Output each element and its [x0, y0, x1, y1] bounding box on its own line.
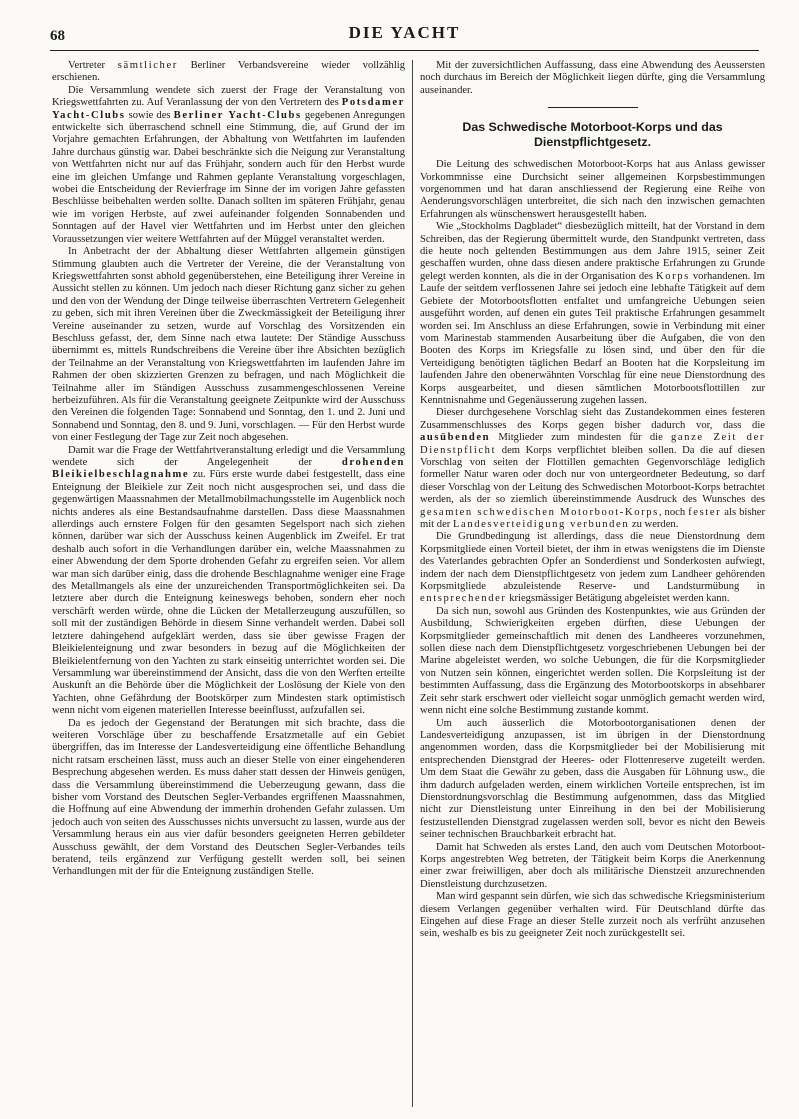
emphasized-text: gesamten schwedischen Motorboot-Korps	[420, 506, 659, 518]
emphasized-text: entsprechender	[420, 593, 507, 605]
emphasized-text: ausübenden	[420, 432, 491, 444]
text-run: zu werden.	[629, 519, 679, 530]
text-run: Die Grundbedingung ist allerdings, dass die neue Dienstordnung dem Korpsmitgliede einen Vorteil bietet, der ihm in etwas wenigstens die im Dienste des Vaterlandes gebrachten Opfer an Sonderdienst und Sonderkosten aufwiegt, indem der nach dem Dienstpflichtgesetz von jedem zum Landheer gehörenden Korpsmitgliede abzuleistende Reserve- und Landsturmübung in	[420, 531, 765, 593]
paragraph	[420, 718, 765, 842]
emphasized-text: Landesverteidigung verbunden	[452, 519, 630, 530]
article-separator	[548, 107, 638, 108]
text-run: Um auch äusserlich die Motorbootorganisationen denen der Landesverteidigung anzupassen, ist im übrigen in der Dienstordnung angenommen worden, dass die Korpsmitglieder bei der Mobilisierung mit entsprechenden Dienstgrad der Heeres- oder Flottenreserve zugeteilt werden. Um dem Staat die Gewähr zu geben, dass die Ausgaben für Löhnung usw., die ihm dadurch aufgeladen werden, einem wirklichen Vorteile entsprechen, ist im Dienstordnungsvorschlag die Bestimmung aufgenommen, dass das Mitglied nicht zur Dienstleistung unter Einreihung in den bei der Mobilisierung festzustellenden Dienstgrad zugelassen werden soll, bevor es nicht den Beweis seiner technischen Brauchbarkeit erbracht hat.	[420, 717, 765, 841]
page-number: 68	[50, 28, 65, 44]
right-column	[420, 60, 765, 941]
emphasized-text: fester	[688, 506, 722, 518]
text-run: Mitglieder zum mindesten für die	[490, 432, 671, 444]
text-run: Wie „Stockholms Dagbladet“ diesbezüglich mitteilt, hat der Vorstand in dem Schreiben, das der Regierung übermittelt wurde, den Standpunkt vertreten, dass die heute noch geltenden Bestimmungen aus dem Jahre 1915, seiner Zeit geschaffen wurden, ohne dass diesen andere praktische Erfahrungen zu Grunde gelegt werden konnten, als die in der Organisation des	[420, 221, 765, 282]
paragraph	[52, 85, 405, 246]
emphasized-text: Korps	[655, 270, 690, 282]
text-run: Die Leitung des schwedischen Motorboot-Korps hat aus Anlass gewisser Vorkommnisse eine Durchsicht seiner allgemeinen Korpsbestimmungen vorgenommen und hat daran anschliessend der Regierung eine Reihe von Aenderungsvorschlägen unterbreitet, die sich nach den inzwischen gemachten Erfahrungen als wünschenswert herausgestellt haben.	[420, 159, 765, 220]
emphasized-text: sämtlicher	[117, 60, 178, 71]
text-run: sowie des	[125, 109, 174, 121]
text-run: gegebenen Anregungen entwickelte sich überraschend schnell eine Stimmung, die, auf Grund der im Vorjahre gemachten Erfahrungen, der Abhaltung von Wettfahrten im laufenden Jahre durchaus günstig war. Dabei beschränkte sich die Neigung zur Veranstaltung von Wettfahrten nicht nur auf das Frühjahr, sondern auch für den Herbst wurde eine im gleichen Umfange und Rahmen geplante Veranstaltung vorgeschlagen, wobei die Entscheidung der Revierfrage im Sinne der im vorigen Jahre gefassten Beschlüsse beibehalten werden sollte. Danach sollten im späteren Frühjahr, genau wie im vorigen Herbste, auf zwei aufeinander folgenden Sonnabenden und Sonntagen auf der Havel vier Wettfahrten und im Herbst unter den gleichen Voraussetzungen vier weitere Wettfahrten auf der Müggel veranstaltet werden.	[52, 109, 406, 245]
text-run: Vertreter	[68, 60, 118, 71]
header-rule	[50, 50, 759, 51]
paragraph	[420, 606, 765, 718]
paragraph	[52, 246, 405, 445]
paragraph	[52, 718, 405, 879]
paragraph	[420, 407, 765, 531]
text-run: Da sich nun, sowohl aus Gründen des Kostenpunktes, wie aus Gründen der Ausbildung, Schwierigkeiten ergeben dürften, diese Uebungen der Korpsmitglieder gemeinschaftlich mit denen des Landheeres vorzunehmen, sollen diese nach dem Dienstpflichtgesetz vorgeschriebenen Uebungen bei der Marine abgeleistet werden, wo solche Uebungen, die für die Korpsmitglieder von Nutzen sein können, eingerichtet werden sollen. Die Korpsleitung ist der bestimmten Auffassung, dass die Ergänzung des Motorbootskorps in absehbarer Zeit sehr stark erschwert oder vielleicht sogar unmöglich gemacht werden wird, wenn nicht eine solche Bestimmung zustande kommt.	[420, 605, 765, 717]
text-run: Damit war die Frage der Wettfahrtveranstaltung erledigt und die Versammlung wendete sich der Angelegenheit der	[52, 444, 405, 468]
text-run: Damit hat Schweden als erstes Land, den auch vom Deutschen Motorboot-Korps angestrebten Weg betreten, der Tätigkeit beim Korps die Anerkennung einer zwar freiwilligen, aber doch als militärische Dienstzeit anzurechnenden Dienstleistung durchzusetzen.	[420, 841, 765, 890]
emphasized-text: drohenden Bleikielbeschlagnahme	[52, 457, 405, 481]
text-run: In Anbetracht der der Abhaltung dieser Wettfahrten allgemein günstigen Stimmung glaubten auch die Vertreter der Vereine, die der Veranstaltung von Kriegswettfahrten sonst abhold gegenüberstehen, eine Beteiligung ihrer Vereine in Aussicht stellen zu können. Um jedoch nach dieser Richtung ganz sicher zu gehen und den von der Wendung der Dinge teilweise überraschten Vertretern Gelegenheit zu geben, sich mit ihren Vereinen über die Zweckmässigkeit der Beteiligung ihrer Vereine auseinander zu setzen, wurde auf Vorschlag des Vorsitzenden ein Beschluss gefasst, der, dem Sinne nach etwa lautete: Der Ständige Ausschuss übernimmt es, mittels Rundschreibens die Vereine über ihre Absichten bezüglich der Teilnahme an der Veranstaltung von Kriegswettfahrten im laufenden Jahre im Rahmen der oben skizzierten Grenzen zu befragen, und nach Möglichkeit die Teilnahme aller im Ständigen Ausschuss zusammengeschlossenen Vereine herbeizuführen. Als für die Veranstaltung geeignete Zeitpunkte wird der Ausschuss den Vereinen die folgenden Tage: Sonnabend und Sonntag, den 1. und 2. Juni und Sonnabend und Sonntag, den 8. und 9. Juni, vorschlagen. — Für den Herbst wurde von einer Festlegung der Tage zur Zeit noch abgesehen.	[52, 246, 405, 444]
text-run: vorhandenen. Im Laufe der seitdem verflossenen Jahre sei jedoch eine lebhafte Tätigkeit auf dem Gebiete der Motorbootsflotten entfaltet und umfangreiche Uebungen seien ausgeführt worden, auf denen ein gutes Teil praktische Erfahrungen gesammelt worden sei. Im Anschluss an diese Erfahrungen, sowie in Verbindung mit einer vom Marinestab stammenden Ausarbeitung über die Aufgaben, die von den Booten des Korps im Kriegsfalle zu lösen sind, und über den für die Verteidigung benötigten täglichen Bedarf an Booten hat die Korpsleitung im laufenden Jahre den obenerwähnten Vorschlag für eine neue Dienstordnung des Korps ausgearbeitet, und diesen sämtlichen Motorbootsflottillen zur Kenntnisnahme und Gegenäusserung zugehen lassen.	[420, 270, 765, 406]
paragraph	[420, 531, 765, 605]
article-body	[420, 159, 765, 941]
text-run: Da es jedoch der Gegenstand der Beratungen mit sich brachte, dass die weiteren Vorschläge über zu beschaffende Ersatzmetalle auf ein Gebiet übergriffen, das im Interesse der Landesverteidigung eine öffentliche Behandlung nicht ratsam erscheinen lässt, muss auch an dieser Stelle von einer eingehenderen Besprechung abgesehen werden. Es muss daher statt dessen der Hinweis genügen, dass die Versammlung übereinstimmend die Ueberzeugung gewann, dass die bisher vom Vorstand des Deutschen Segler-Verbandes ergriffenen Maassnahmen, die Hoffnung auf eine Abwendung der immerhin drohenden Gefahr zulassen. Um jedoch auch von seiten des Ausschusses nichts unversucht zu lassen, wurde aus der Versammlung heraus ein aus vier dafür besonders geeigneten Herren gebildeter Ausschuss gewählt, der dem Vorstand des Deutschen Segler-Verbandes teils beratend, teils ergänzend zur Verfügung gestellt werden soll, bei seinen Verhandlungen mit der für die Enteignung zuständigen Stelle.	[52, 717, 405, 878]
emphasized-text: ganze Zeit der Dienstpflicht	[420, 432, 766, 456]
carryover-paragraph: Mit der zuversichtlichen Auffassung, dass eine Abwendung des Aeussersten noch durchaus im Bereich der Möglichkeit liegen dürfte, ging die Versammlung auseinander.	[420, 60, 765, 96]
text-run: als bisher mit der	[420, 506, 765, 530]
text-run: kriegsmässiger Betätigung abgeleistet werden kann.	[506, 593, 730, 605]
text-run: Dieser durchgesehene Vorschlag sieht das Zustandekommen eines festeren Zusammenschlusses des Korps gegen bisher dadurch vor, dass die	[420, 407, 765, 431]
text-run: dem Korps verpflichtet bleiben sollen. Da die auf diesen Vorschlag von seiten der Flottillen gemachten Gegenvorschläge lediglich formeller Natur waren oder doch nur von untergeordneter Bedeutung, so darf dieser Vorschlag von der Leitung des Schwedischen Motorboot-Korps betrachtet werden, als der so ziemlich übereinstimmende Ausdruck des Wunsches des	[420, 444, 765, 506]
paragraph	[420, 159, 765, 221]
emphasized-text: Potsdamer Yacht-Clubs	[52, 97, 405, 121]
article-title: Das Schwedische Motorboot-Korps und das Dienstpflichtgesetz.	[462, 120, 723, 150]
page-header	[50, 20, 759, 48]
paragraph	[52, 60, 405, 85]
paragraph	[52, 445, 405, 718]
text-run: Man wird gespannt sein dürfen, wie sich das schwedische Kriegsministerium diesem Verlangen gegenüber verhalten wird. Für Deutschland dürfte das Eingehen auf diese Frage an dieser Stelle zurzeit noch als verfrüht anzusehen sein, weshalb es bis zu geeigneter Zeit noch zurückgestellt sei.	[420, 891, 765, 940]
text-run: Berliner Verbandsvereine wieder vollzählig erschienen.	[52, 60, 406, 84]
paragraph	[420, 842, 765, 892]
emphasized-text: Berliner Yacht-Clubs	[173, 109, 302, 121]
text-run: zu. Fürs erste wurde dabei festgestellt, dass eine Enteignung der Bleikiele zur Zeit noch nicht ausgesprochen sei, und dass die gegenwärtigen Maassnahmen der Metallmobilmachungsstelle im Augenblick noch nichts anderes als eine Bestandsaufnahme darstellen. Dass diese Maassnahmen allerdings auch ernstere Folgen für den gesamten Segelsport nach sich ziehen können, darüber war sich der Ausschuss keinen Augenblick im Zweifel. Er trat deshalb auch sofort in die Verhandlungen darüber ein, welche Maassnahmen zu einer Abwendung der dem Sporte drohenden Gefahr zu ergreifen seien. Vor allem war man sich darüber einig, dass die drohende Beschlagnahme weniger eine Frage des Metallmangels als eine der unzureichenden Transportmöglichkeiten sei. Da letztere aber durch die Enteignung keineswegs behoben, sondern eher noch verschärft werden würde, ohne die Lücken der Metallerzeugung auszufüllen, so soll mit der zuständigen Behörde in diesem Sinne verhandelt werden. Dabei soll letztere dahingehend aufgeklärt werden, dass sie über gewisse Fragen der Bleikielenteignung und zwar besonders in bezug auf die Möglichkeiten der Bleikielentfernung von den Yachten zu stark einseitig unterrichtet worden sei. Die Versammlung war übereinstimmend der Ansicht, dass die von den Werften erteilte Auskunft an die Behörde über die Möglichkeit der Loslösung der Kiele von den Yachten, ohne Gefährdung der Bootskörper zum Mindesten stark optimistisch wenn nicht vom eigenen materiellen Interesse beeinflusst, aufzufallen sei.	[52, 469, 405, 717]
text-run: Die Versammlung wendete sich zuerst der Frage der Veranstaltung von Kriegswettfahrten zu. Auf Veranlassung der von den Vertretern des	[52, 84, 405, 109]
text-run: , noch	[658, 506, 689, 518]
left-column	[52, 60, 405, 879]
running-title: DIE YACHT	[348, 23, 461, 42]
paragraph	[420, 221, 765, 407]
column-divider	[412, 60, 413, 1107]
paragraph	[420, 891, 765, 941]
